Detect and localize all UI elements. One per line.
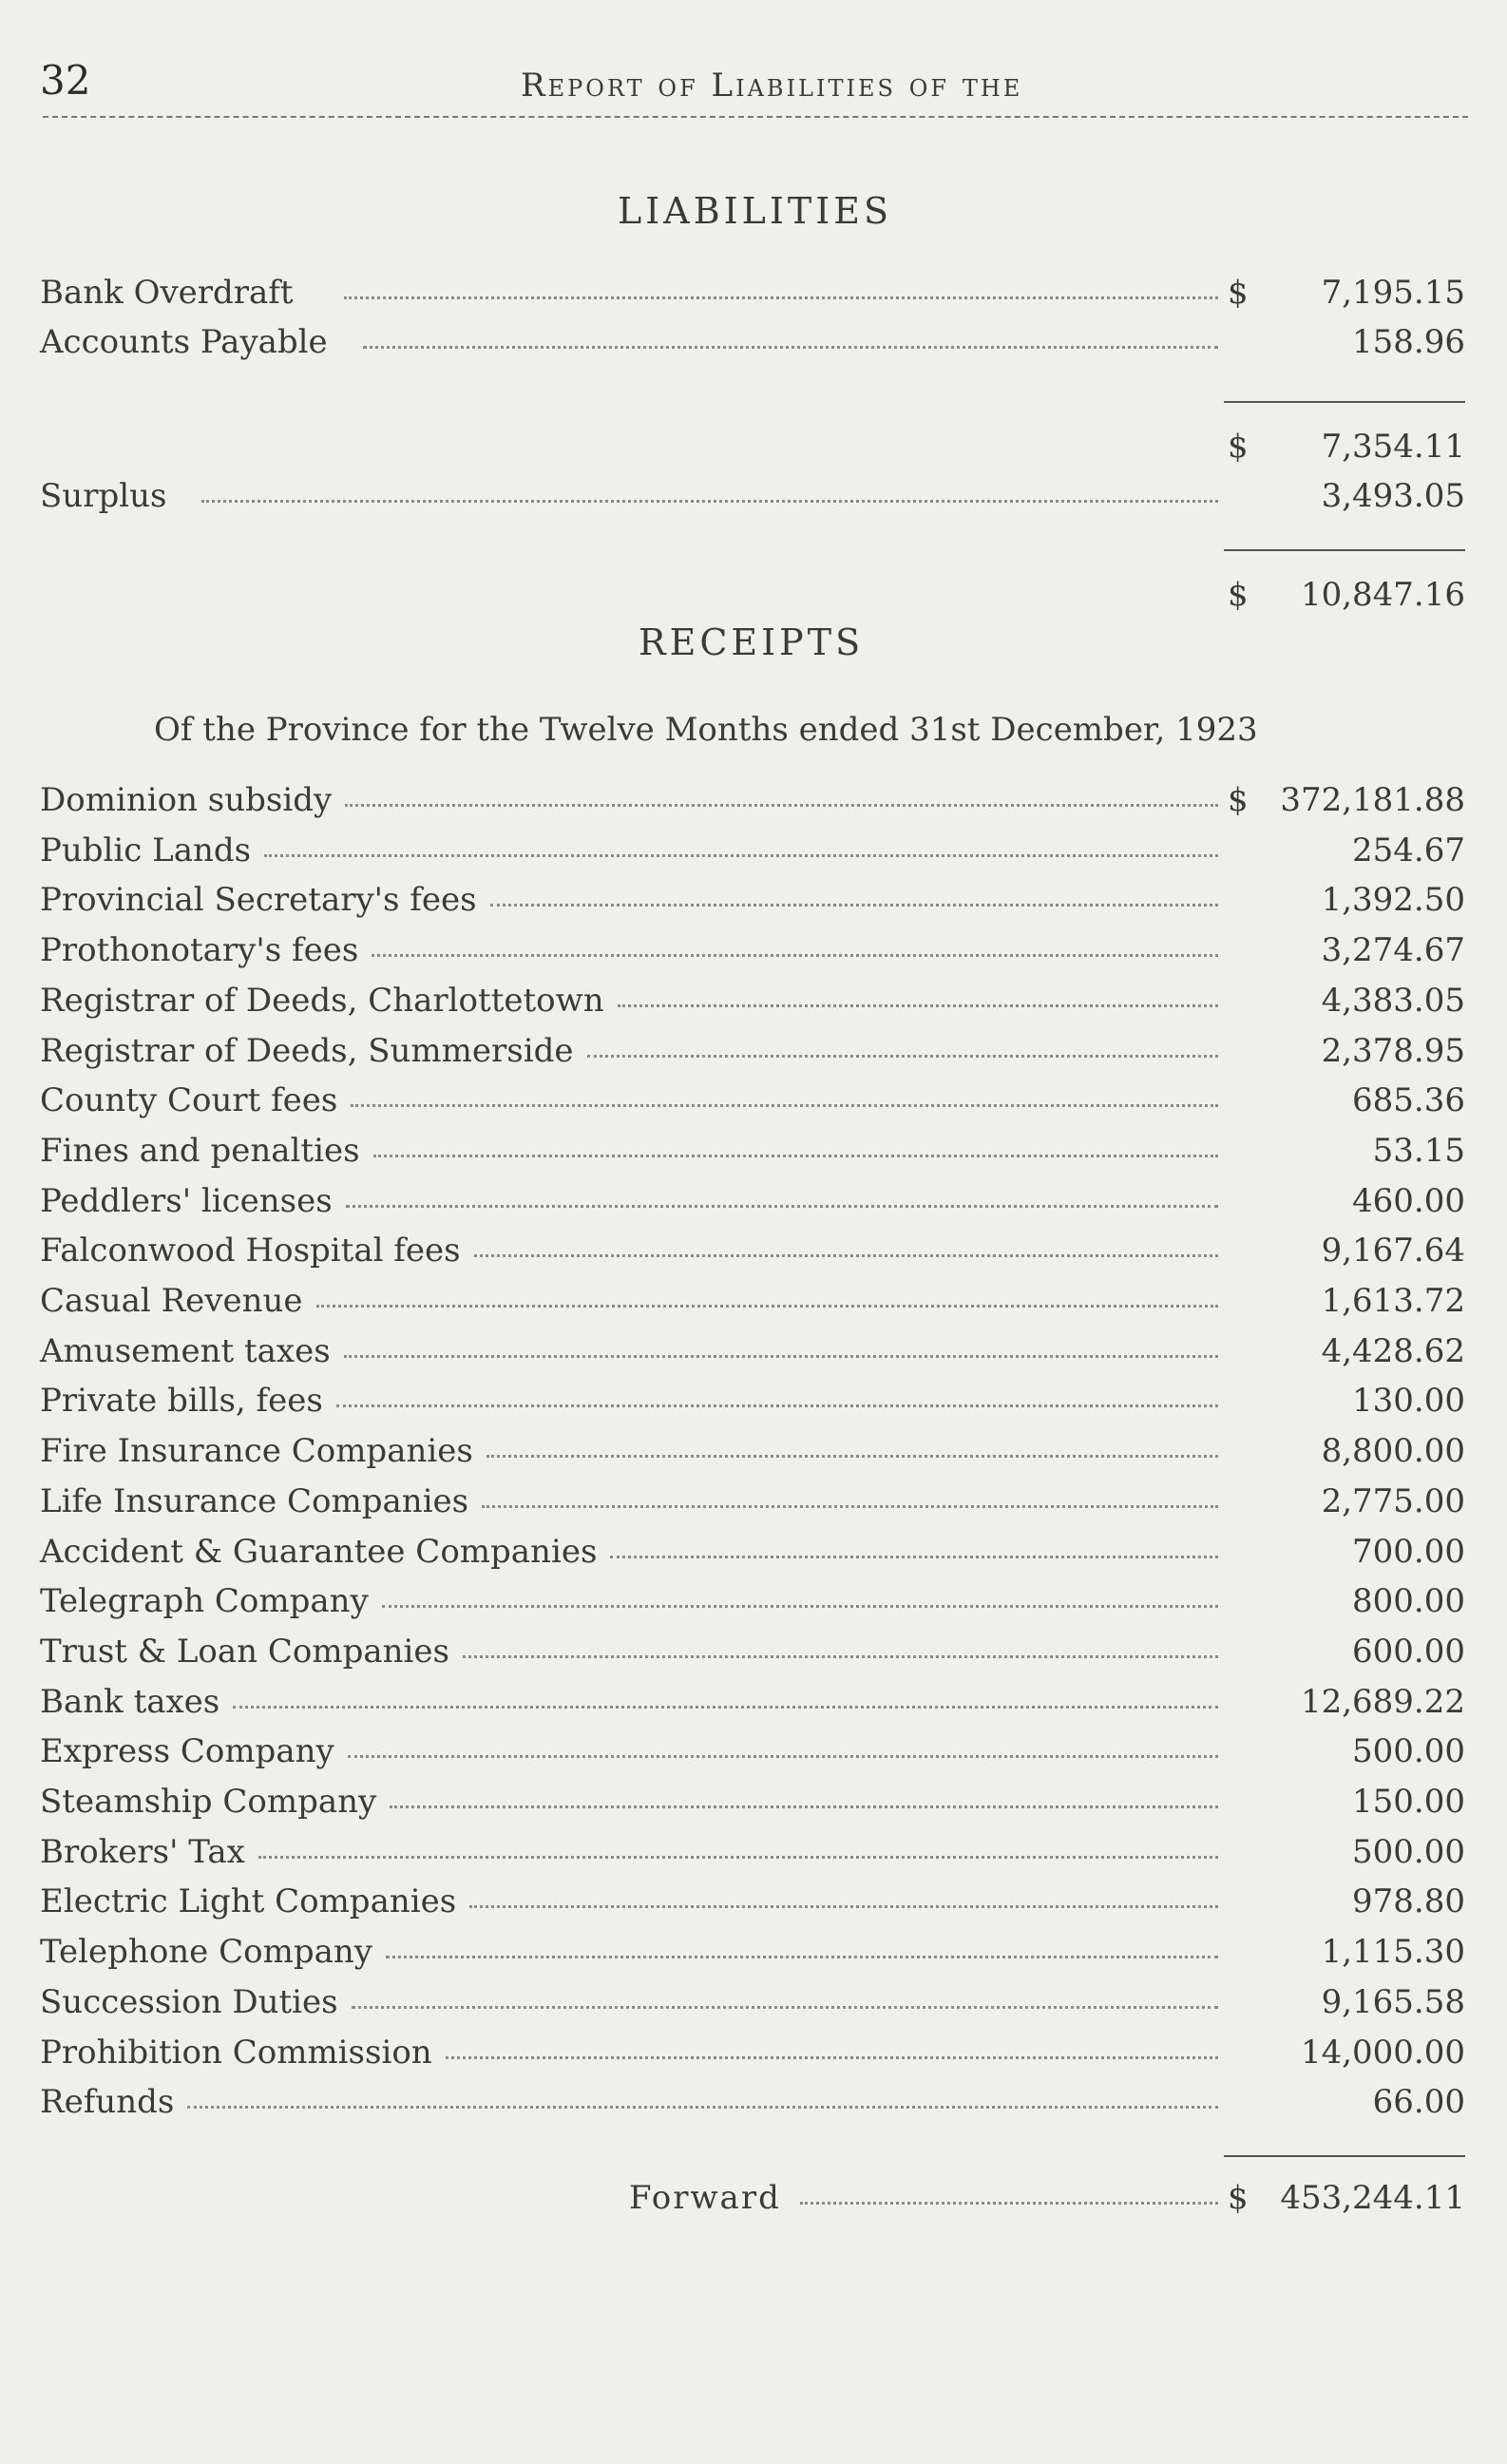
- row-label: Telephone Company: [40, 1933, 372, 1972]
- dot-leader: [800, 2202, 1218, 2205]
- row-label: Peddlers' licenses: [40, 1181, 333, 1220]
- dot-leader: [346, 1205, 1218, 1208]
- dot-leader: [618, 1004, 1218, 1007]
- row-amount: 600.00: [1352, 1632, 1465, 1671]
- liability-row-accounts-payable: [40, 323, 1465, 372]
- receipt-row: [40, 781, 1465, 831]
- dot-leader: [316, 1305, 1218, 1308]
- forward-row: [40, 2179, 1465, 2228]
- receipt-row: [40, 1432, 1465, 1481]
- row-label: Registrar of Deeds, Charlottetown: [40, 981, 604, 1020]
- row-amount: 685.36: [1352, 1081, 1465, 1120]
- receipt-row: [40, 1132, 1465, 1181]
- liability-row-bank-overdraft: [40, 274, 1465, 323]
- row-amount: 700.00: [1352, 1532, 1465, 1571]
- row-amount: 3,493.05: [1321, 477, 1465, 515]
- row-amount: 158.96: [1352, 323, 1465, 361]
- liabilities-subtotal: [40, 428, 1465, 477]
- subtotal-amount: 7,354.11: [1321, 428, 1465, 466]
- row-amount: 1,613.72: [1321, 1282, 1465, 1320]
- dollar-sign: $: [1228, 576, 1249, 614]
- dot-leader: [386, 1956, 1218, 1958]
- row-label: Prohibition Commission: [40, 2033, 432, 2072]
- row-label: Fire Insurance Companies: [40, 1432, 473, 1471]
- row-amount: 2,775.00: [1321, 1481, 1465, 1520]
- dot-leader: [345, 804, 1218, 807]
- row-label: Casual Revenue: [40, 1282, 303, 1320]
- dot-leader: [351, 1104, 1218, 1107]
- liability-row-surplus: [40, 477, 1465, 526]
- dot-leader: [348, 1755, 1218, 1758]
- row-amount: 978.80: [1352, 1882, 1465, 1921]
- row-amount: 1,115.30: [1321, 1933, 1465, 1972]
- dot-leader: [363, 346, 1218, 349]
- receipts-heading: RECEIPTS: [639, 621, 865, 663]
- receipt-row: [40, 1933, 1465, 1982]
- row-amount: 12,689.22: [1300, 1682, 1465, 1721]
- dollar-sign: $: [1228, 781, 1249, 819]
- row-label: Express Company: [40, 1732, 334, 1771]
- dot-leader: [373, 1155, 1218, 1157]
- row-amount: 4,383.05: [1321, 981, 1465, 1020]
- row-label: Falconwood Hospital fees: [40, 1232, 461, 1270]
- receipt-row: [40, 2034, 1465, 2083]
- receipt-row: [40, 831, 1465, 881]
- dot-leader: [187, 2106, 1218, 2109]
- dot-leader: [372, 954, 1218, 957]
- row-amount: 372,181.88: [1280, 781, 1465, 819]
- row-label: Trust & Loan Companies: [40, 1632, 449, 1671]
- dot-leader: [587, 1055, 1218, 1058]
- receipt-row: [40, 1182, 1465, 1232]
- receipt-row: [40, 982, 1465, 1031]
- dot-leader: [264, 854, 1218, 857]
- dollar-sign: $: [1228, 274, 1249, 312]
- receipt-row: [40, 1683, 1465, 1732]
- receipt-row: [40, 931, 1465, 981]
- receipt-row: [40, 1382, 1465, 1431]
- receipt-row: [40, 1633, 1465, 1682]
- row-label: Brokers' Tax: [40, 1832, 245, 1871]
- receipt-row: [40, 1783, 1465, 1832]
- row-amount: 460.00: [1352, 1181, 1465, 1220]
- row-label: Surplus: [40, 477, 167, 515]
- row-label: Life Insurance Companies: [40, 1481, 469, 1520]
- receipt-row: [40, 1081, 1465, 1131]
- receipt-row: [40, 1282, 1465, 1331]
- row-label: Electric Light Companies: [40, 1882, 457, 1921]
- row-amount: 4,428.62: [1321, 1331, 1465, 1370]
- row-amount: 9,165.58: [1321, 1982, 1465, 2021]
- liabilities-heading: LIABILITIES: [618, 190, 892, 232]
- receipt-row: [40, 1732, 1465, 1782]
- row-label: Bank taxes: [40, 1682, 220, 1721]
- receipt-row: [40, 1232, 1465, 1281]
- row-label: Provincial Secretary's fees: [40, 881, 477, 920]
- row-amount: 1,392.50: [1321, 881, 1465, 920]
- dot-leader: [463, 1655, 1218, 1658]
- forward-label: Forward: [629, 2179, 781, 2217]
- row-amount: 14,000.00: [1300, 2033, 1465, 2072]
- row-label: Prothonotary's fees: [40, 931, 359, 970]
- row-label: County Court fees: [40, 1081, 338, 1120]
- dot-leader: [352, 2006, 1218, 2009]
- dot-leader: [390, 1805, 1218, 1808]
- row-amount: 2,378.95: [1321, 1031, 1465, 1070]
- dot-leader: [446, 2056, 1218, 2059]
- row-amount: 66.00: [1372, 2083, 1465, 2122]
- row-label: Registrar of Deeds, Summerside: [40, 1031, 574, 1070]
- receipt-row: [40, 1533, 1465, 1582]
- row-label: Succession Duties: [40, 1982, 338, 2021]
- dot-leader: [610, 1556, 1218, 1558]
- row-label: Dominion subsidy: [40, 781, 333, 819]
- row-label: Fines and penalties: [40, 1131, 360, 1170]
- row-label: Amusement taxes: [40, 1331, 331, 1370]
- row-label: Private bills, fees: [40, 1382, 323, 1421]
- total-amount: 10,847.16: [1300, 576, 1465, 614]
- dot-leader: [336, 1404, 1218, 1407]
- forward-rule: [1224, 2155, 1465, 2157]
- row-label: Telegraph Company: [40, 1582, 369, 1621]
- receipts-subtitle: Of the Province for the Twelve Months ended 31st December, 1923: [154, 711, 1258, 749]
- receipt-row: [40, 2083, 1465, 2132]
- receipt-row: [40, 1332, 1465, 1382]
- row-amount: 8,800.00: [1321, 1432, 1465, 1471]
- row-amount: 9,167.64: [1321, 1232, 1465, 1270]
- total-rule: [1224, 549, 1465, 551]
- receipt-row: [40, 1582, 1465, 1632]
- dot-leader: [233, 1706, 1218, 1709]
- dollar-sign: $: [1228, 2179, 1249, 2217]
- row-amount: 7,195.15: [1321, 274, 1465, 312]
- row-amount: 254.67: [1352, 831, 1465, 869]
- receipt-row: [40, 1482, 1465, 1532]
- dot-leader: [201, 500, 1218, 503]
- row-amount: 500.00: [1352, 1832, 1465, 1871]
- receipt-row: [40, 1882, 1465, 1932]
- row-label: Steamship Company: [40, 1783, 377, 1821]
- row-amount: 150.00: [1352, 1783, 1465, 1821]
- row-amount: 500.00: [1352, 1732, 1465, 1771]
- row-label: Refunds: [40, 2083, 175, 2122]
- header-rule: [43, 116, 1468, 118]
- page-number: 32: [40, 57, 91, 104]
- row-amount: 800.00: [1352, 1582, 1465, 1621]
- row-amount: 130.00: [1352, 1382, 1465, 1421]
- dot-leader: [382, 1605, 1218, 1608]
- subtotal-rule: [1224, 401, 1465, 403]
- dot-leader: [344, 296, 1218, 299]
- row-amount: 3,274.67: [1321, 931, 1465, 970]
- row-label: Public Lands: [40, 831, 252, 869]
- row-amount: 53.15: [1372, 1131, 1465, 1170]
- liabilities-total: [40, 576, 1465, 625]
- dot-leader: [490, 904, 1218, 907]
- dollar-sign: $: [1228, 428, 1249, 466]
- forward-amount: 453,244.11: [1280, 2179, 1465, 2217]
- receipt-row: [40, 1032, 1465, 1081]
- dot-leader: [486, 1455, 1218, 1458]
- receipt-row: [40, 881, 1465, 930]
- receipt-row: [40, 1983, 1465, 2033]
- receipt-row: [40, 1833, 1465, 1882]
- dot-leader: [344, 1355, 1218, 1358]
- row-label: Accident & Guarantee Companies: [40, 1532, 598, 1571]
- dot-leader: [469, 1905, 1218, 1908]
- dot-leader: [474, 1254, 1218, 1257]
- dot-leader: [258, 1856, 1218, 1859]
- running-header: Report of Liabilities of the: [521, 67, 1023, 105]
- row-label: Bank Overdraft: [40, 274, 294, 312]
- dot-leader: [482, 1505, 1218, 1508]
- row-label: Accounts Payable: [40, 323, 328, 361]
